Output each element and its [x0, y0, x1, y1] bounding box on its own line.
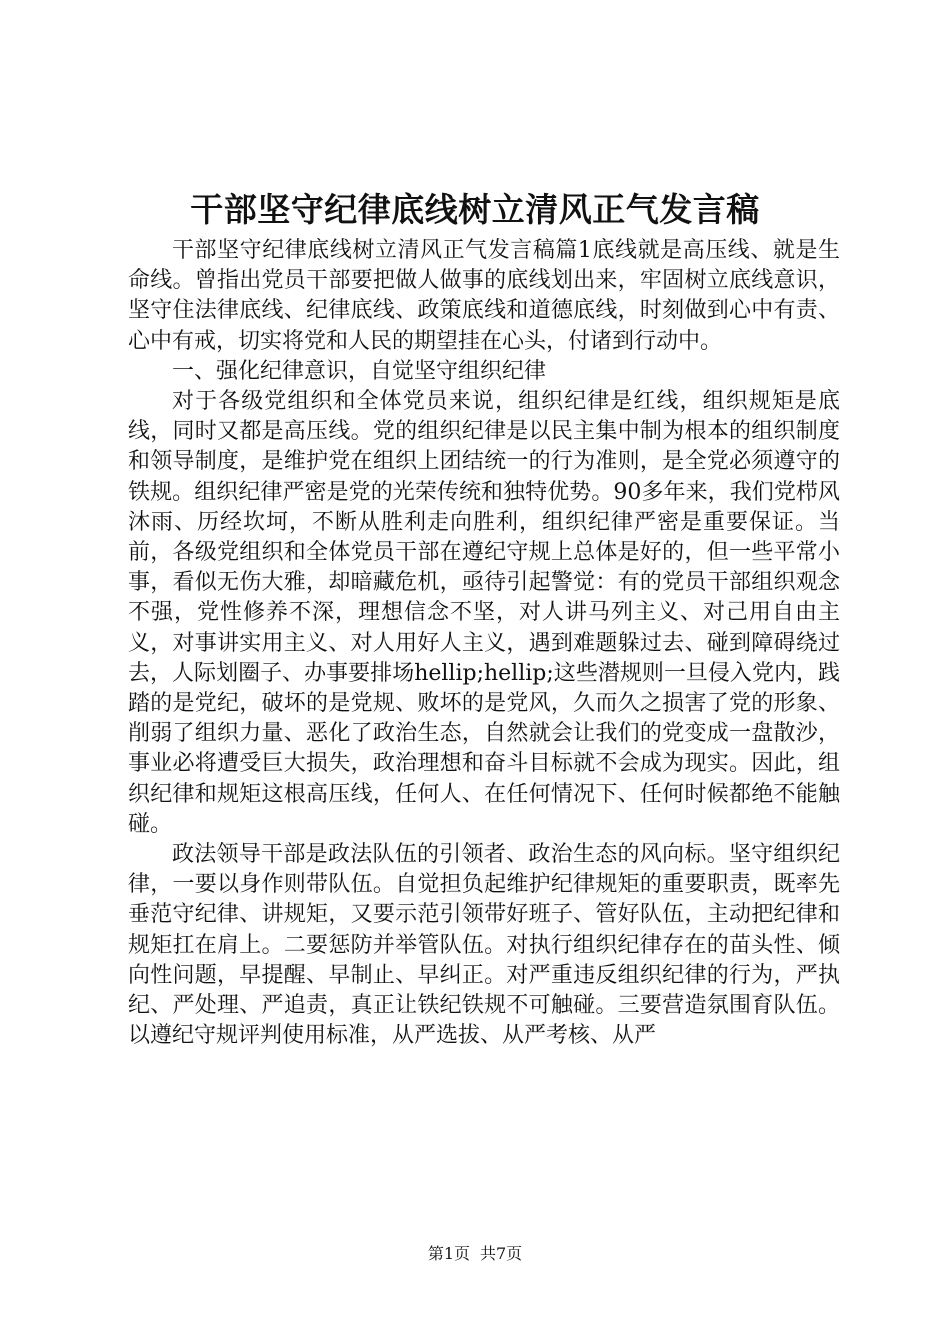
paragraph-organization-discipline: 对于各级党组织和全体党员来说，组织纪律是红线，组织规矩是底线，同时又都是高压线。党的组织纪律是以民主集中制为根本的组织制度和领导制度，是维护党在组织上团结统一的行为准则，是全党必须遵守的铁规。组织纪律严密是党的光荣传统和独特优势。90多年来，我们党栉风沐雨、历经坎坷，不断从胜利走向胜利，组织纪律严密是重要保证。当前，各级党组织和全体党员干部在遵纪守规上总体是好的，但一些平常小事，看似无伤大雅，却暗藏危机，亟待引起警觉：有的党员干部组织观念不强，党性修养不深，理想信念不坚，对人讲马列主义、对己用自由主义，对事讲实用主义、对人用好人主义，遇到难题躲过去、碰到障碍绕过去，人际划圈子、办事要排场hellip;hellip;这些潜规则一旦侵入党内，践踏的是党纪，破坏的是党规、败坏的是党风，久而久之损害了党的形象、削弱了组织力量、恶化了政治生态，自然就会让我们的党变成一盘散沙，事业必将遭受巨大损失，政治理想和奋斗目标就不会成为现实。因此，组织纪律和规矩这根高压线，任何人、在任何情况下、任何时候都绝不能触碰。 — [128, 389, 840, 837]
page-total: 共7页 — [480, 1244, 523, 1263]
paragraph-leadership: 政法领导干部是政法队伍的引领者、政治生态的风向标。坚守组织纪律，一要以身作则带队伍。自觉担负起维护纪律规矩的重要职责，既率先垂范守纪律、讲规矩，又要示范引领带好班子、管好队伍，主动把纪律和规矩扛在肩上。二要惩防并举管队伍。对执行组织纪律存在的苗头性、倾向性问题，早提醒、早制止、早纠正。对严重违反组织纪律的行为，严执纪、严处理、严追责，真正让铁纪铁规不可触碰。三要营造氛围育队伍。以遵纪守规评判使用标准，从严选拔、从严考核、从严 — [128, 842, 840, 1049]
page-footer — [0, 1243, 950, 1265]
section-heading: 一、强化纪律意识，自觉坚守组织纪律 — [172, 358, 547, 384]
paragraph-intro: 干部坚守纪律底线树立清风正气发言稿篇1底线就是高压线、就是生命线。曾指出党员干部要把做人做事的底线划出来，牢固树立底线意识，坚守住法律底线、纪律底线、政策底线和道德底线，时刻做到心中有责、心中有戒，切实将党和人民的期望挂在心头，付诸到行动中。 — [128, 238, 840, 354]
document-title: 干部坚守纪律底线树立清风正气发言稿 — [190, 190, 760, 229]
page-number: 第1页 — [427, 1244, 470, 1263]
document-body — [128, 236, 840, 1051]
